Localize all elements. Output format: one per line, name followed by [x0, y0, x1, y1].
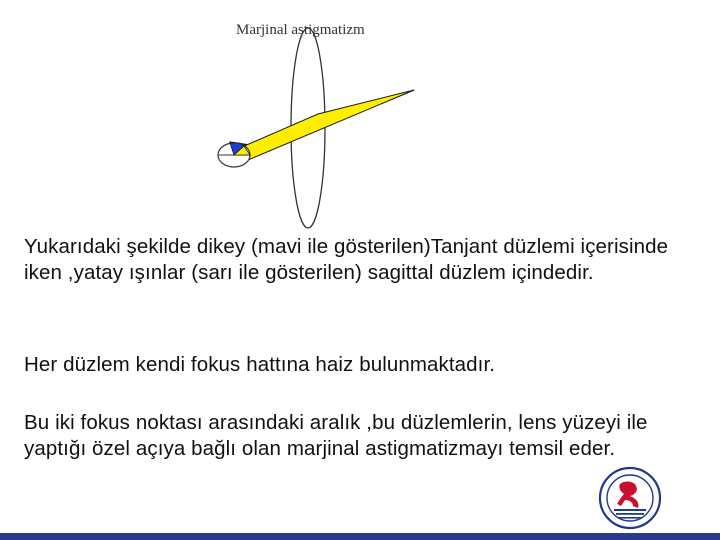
paragraph-marginal-astigmatism: Bu iki fokus noktası arasındaki aralık ,bu düzlemlerin, lens yüzeyi ile yaptığı özel açıya bağlı olan marjinal astigmatizmayı temsil eder.	[24, 411, 648, 460]
paragraph-tangential-sagittal: Yukarıdaki şekilde dikey (mavi ile gösterilen)Tanjant düzlemi içerisinde iken ,yatay ışınlar (sarı ile gösterilen) sagittal düzlem içindedir.	[24, 235, 669, 284]
marginal-astigmatism-diagram	[200, 10, 420, 230]
figure-title: Marjinal astigmatizm	[236, 22, 365, 38]
sagittal-plane	[242, 90, 414, 160]
paragraph-focus-lines: Her düzlem kendi fokus hattına haiz bulunmaktadır.	[24, 353, 496, 376]
footer-bar	[0, 533, 720, 540]
university-seal-icon	[598, 466, 662, 530]
